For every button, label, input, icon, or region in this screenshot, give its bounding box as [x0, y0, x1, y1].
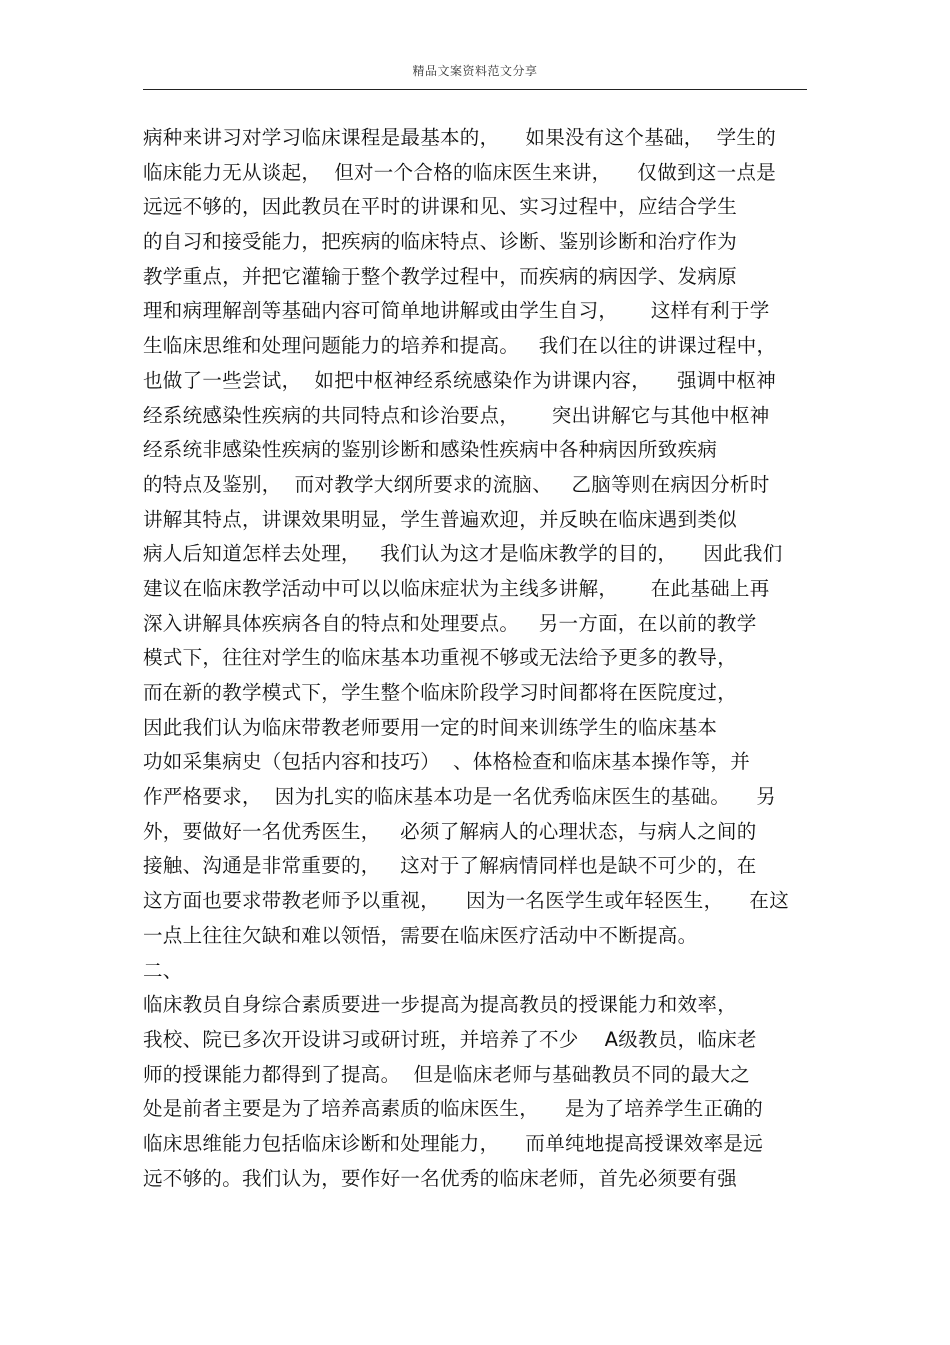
text-line: 讲解其特点，讲课效果明显，学生普遍欢迎，并反映在临床遇到类似 — [143, 507, 738, 531]
text-line: 师的授课能力都得到了提高。 但是临床老师与基础教员不同的最大之 — [143, 1062, 750, 1086]
text-line: 我校、院已多次开设讲习或研讨班，并培养了不少 A级教员，临床老 — [143, 1027, 757, 1051]
document-body — [143, 121, 809, 1196]
text-line: 的特点及鉴别， 而对教学大纲所要求的流脑、 乙脑等则在病因分析时 — [143, 472, 770, 496]
text-line: 模式下，往往对学生的临床基本功重视不够或无法给予更多的教导， — [143, 646, 738, 670]
text-line: 生临床思维和处理问题能力的培养和提高。 我们在以往的讲课过程中， — [143, 334, 777, 358]
text-line: 一点上往往欠缺和难以领悟，需要在临床医疗活动中不断提高。 — [143, 923, 698, 947]
text-line: 临床思维能力包括临床诊断和处理能力， 而单纯地提高授课效率是远 — [143, 1131, 763, 1155]
text-line: 这方面也要求带教老师予以重视， 因为一名医学生或年轻医生， 在这 — [143, 889, 789, 913]
text-line: 外，要做好一名优秀医生， 必须了解病人的心理状态，与病人之间的 — [143, 819, 757, 843]
text-line: 作严格要求， 因为扎实的临床基本功是一名优秀临床医生的基础。 另 — [143, 785, 776, 809]
text-line: 远远不够的，因此教员在平时的讲课和见、实习过程中，应结合学生 — [143, 195, 738, 219]
header-divider — [143, 89, 807, 90]
text-line: 而在新的教学模式下，学生整个临床阶段学习时间都将在医院度过， — [143, 681, 738, 704]
text-line: 深入讲解具体疾病各自的特点和处理要点。 另一方面，在以前的教学 — [143, 611, 757, 635]
text-line: 经系统感染性疾病的共同特点和诊治要点， 突出讲解它与其他中枢神 — [143, 403, 770, 427]
text-line: 理和病理解剖等基础内容可简单地讲解或由学生自习， 这样有利于学 — [143, 299, 770, 323]
text-line: 病种来讲习对学习临床课程是最基本的， 如果没有这个基础， 学生的 — [143, 126, 776, 149]
text-line: 接触、沟通是非常重要的， 这对于了解病情同样也是缺不可少的，在 — [143, 854, 757, 878]
text-line: 建议在临床教学活动中可以以临床症状为主线多讲解， 在此基础上再 — [143, 576, 770, 600]
text-line: 临床能力无从谈起， 但对一个合格的临床医生来讲， 仅做到这一点是 — [143, 160, 776, 184]
text-line: 临床教员自身综合素质要进一步提高为提高教员的授课能力和效率， — [143, 993, 738, 1017]
text-line: 病人后知道怎样去处理， 我们认为这才是临床教学的目的， 因此我们 — [143, 542, 783, 566]
text-line: 经系统非感染性疾病的鉴别诊断和感染性疾病中各种病因所致疾病 — [143, 438, 718, 462]
text-line: 功如采集病史（包括内容和技巧） 、体格检查和临床基本操作等，并 — [143, 750, 750, 774]
page-header: 精品文案资料范文分享 — [412, 64, 538, 78]
text-line: 远不够的。我们认为，要作好一名优秀的临床老师，首先必须要有强 — [143, 1166, 738, 1190]
text-line: 教学重点，并把它灌输于整个教学过程中，而疾病的病因学、发病原 — [143, 264, 738, 288]
text-line: 的自习和接受能力，把疾病的临床特点、诊断、鉴别诊断和治疗作为 — [143, 230, 738, 254]
text-line: 也做了一些尝试， 如把中枢神经系统感染作为讲课内容， 强调中枢神 — [143, 368, 776, 392]
text-line: 处是前者主要是为了培养高素质的临床医生， 是为了培养学生正确的 — [143, 1097, 763, 1121]
section-heading: 二、 — [143, 958, 183, 982]
text-line: 因此我们认为临床带教老师要用一定的时间来训练学生的临床基本 — [143, 715, 718, 739]
